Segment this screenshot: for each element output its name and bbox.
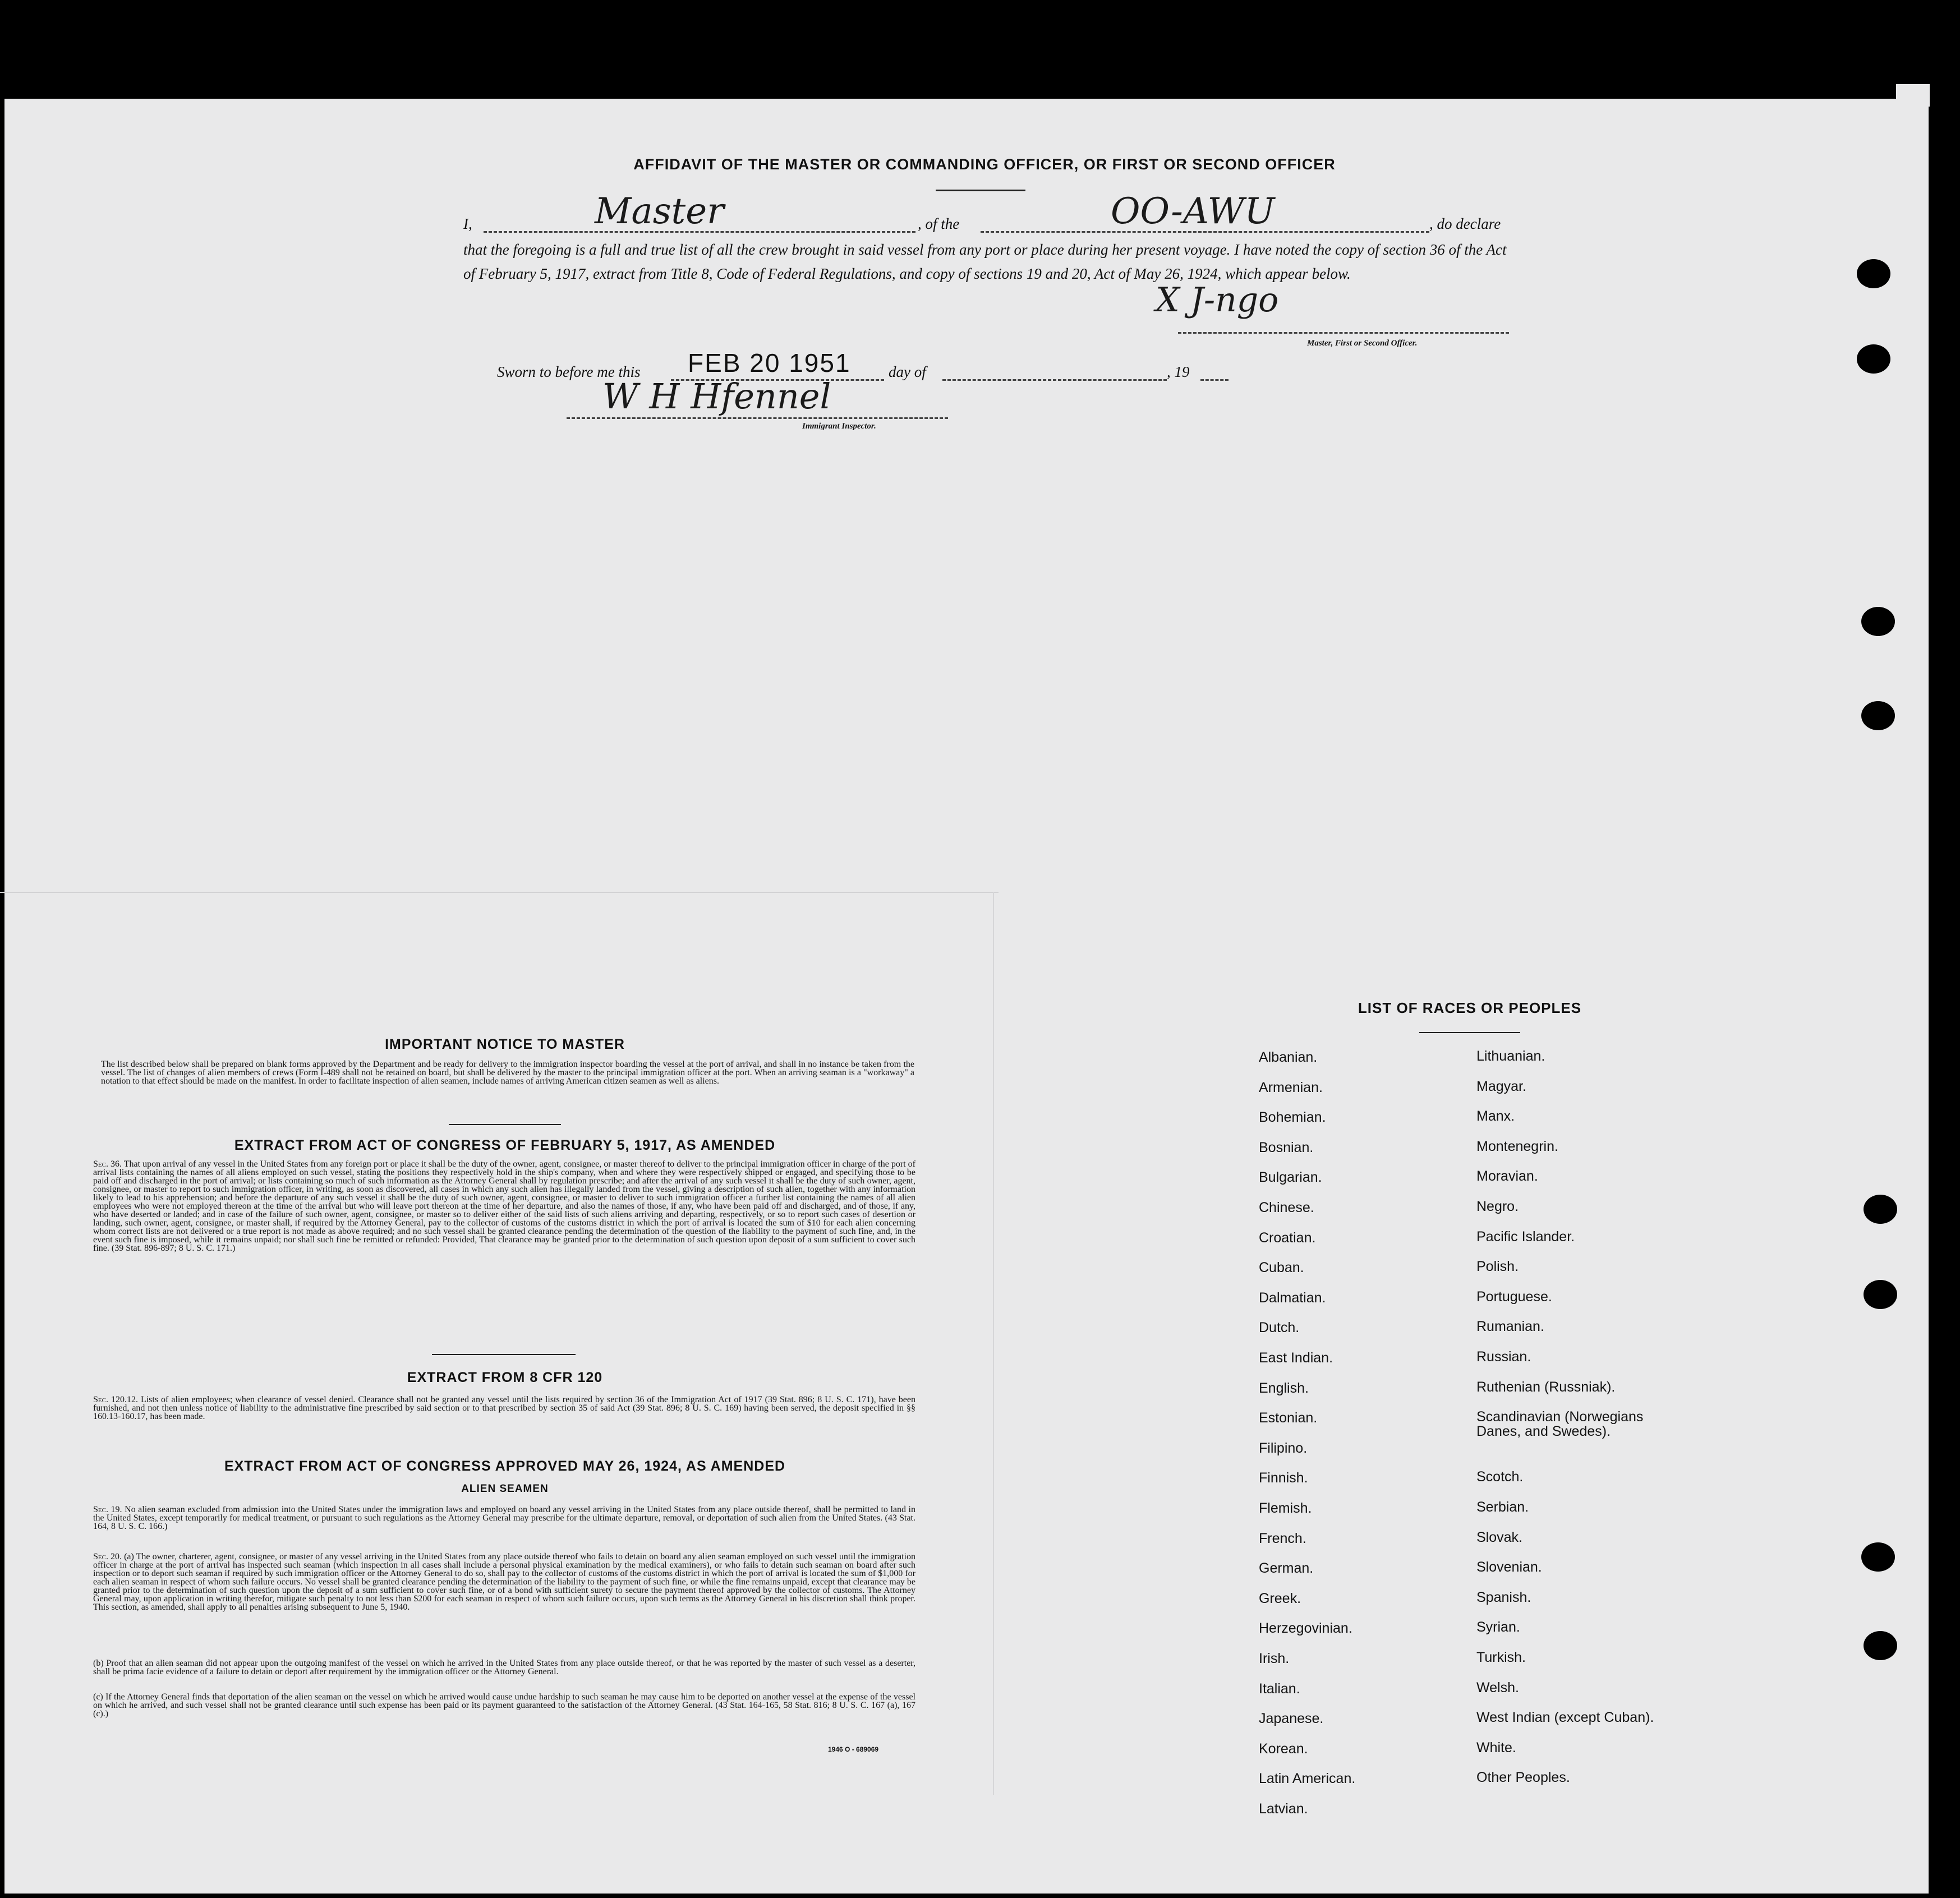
inspector-signature: W H Hfennel <box>602 376 831 417</box>
race-item: Dutch. <box>1259 1320 1300 1336</box>
race-item: Portuguese. <box>1476 1288 1552 1305</box>
i-label: I, <box>463 215 472 232</box>
race-item: Russian. <box>1476 1349 1531 1365</box>
extract-1924-title: EXTRACT FROM ACT OF CONGRESS APPROVED MAY 26, 1924, AS AMENDED <box>224 1458 786 1474</box>
section-label: Sec. 36. <box>93 1159 122 1169</box>
race-item: English. <box>1259 1380 1309 1396</box>
race-item: Filipino. <box>1259 1440 1308 1456</box>
race-item: Slovenian. <box>1476 1559 1542 1575</box>
section-text: (a) The owner, charterer, agent, consignee, or master of any vessel arriving in the United States from any place outside thereof who fails to detain on board any alien seaman employed on such vessel until the immigration officer in charge at the port of arrival has inspected such seaman (which inspection in all cases shall include a personal physical examination by the medical examiners), or who fails to detain such seaman on board after such inspection or to deport such seaman if required by such immigration officer or the Attorney General to do so, shall pay to the collector of customs of the customs district in which the port of arrival is located the sum of $1,000 for each alien seaman in respect of whom such failure occurs. No vessel shall be granted clearance pending the determination of the liability to the payment of such fine, or while the fine remains unpaid, except that clearance may be granted prior to the determination of such question upon the deposit of a sum sufficient to cover such fine, or of a bond with sufficient surety to secure the payment thereof approved by the collector of customs. The Attorney General may, upon application in writing therefor, mitigate such penalty to not less than $200 for each seaman in respect of whom such failure occurs, upon such terms as the Attorney General in his discretion shall think proper. This section, as amended, shall apply to all penalties arising subsequent to June 5, 1940. <box>93 1552 915 1612</box>
do-declare-label: , do declare <box>1429 215 1501 232</box>
race-item: Latvian. <box>1259 1801 1308 1817</box>
race-item: Bosnian. <box>1259 1139 1314 1155</box>
race-item: Cuban. <box>1259 1260 1304 1276</box>
punch-hole <box>1864 1195 1897 1224</box>
section-label: Sec. 120.12. <box>93 1395 138 1404</box>
vessel-name-handwritten: OO-AWU <box>1111 191 1275 232</box>
race-item: Korean. <box>1259 1740 1308 1757</box>
officer-name-handwritten: Master <box>595 191 724 232</box>
punch-hole <box>1864 1631 1897 1660</box>
race-item: Scandinavian (Norwegians Danes, and Swedes). <box>1476 1409 1644 1440</box>
section-text: Lists of alien employees; when clearance of vessel denied. Clearance shall not be granted any vessel until the lists required by section 36 of the Immigration Act of 1917 (39 Stat. 896; 8 U. S. C. 171), have been furnished, and not then unless notice of liability to the administrative fine prescribed by said section or to that prescribed by section 35 of said Act (39 Stat. 896; 8 U. S. C. 169) having been served, the deposit specified in §§ 160.13-160.17, has been made. <box>93 1395 915 1421</box>
punch-hole <box>1864 1280 1897 1309</box>
race-item: Moravian. <box>1476 1168 1538 1185</box>
races-title: LIST OF RACES OR PEOPLES <box>1358 999 1582 1016</box>
race-item: Polish. <box>1476 1259 1519 1275</box>
section-label: Sec. 19. <box>93 1505 122 1514</box>
extract-1917-title: EXTRACT FROM ACT OF CONGRESS OF FEBRUARY 5, 1917, AS AMENDED <box>234 1137 776 1153</box>
print-code: 1946 O - 689069 <box>828 1745 879 1753</box>
race-item: White. <box>1476 1739 1516 1756</box>
extract-cfr-body <box>93 1395 915 1421</box>
divider <box>936 190 1025 191</box>
race-item: Herzegovinian. <box>1259 1620 1352 1637</box>
race-item: Japanese. <box>1259 1711 1324 1727</box>
punch-hole <box>1857 259 1890 288</box>
section-label: Sec. 20. <box>93 1552 122 1561</box>
affidavit-title: AFFIDAVIT OF THE MASTER OR COMMANDING OFFICER, OR FIRST OR SECOND OFFICER <box>633 156 1336 173</box>
page-corner <box>1896 84 1930 107</box>
race-item: Slovak. <box>1476 1529 1522 1545</box>
extract-1917-body <box>93 1160 915 1252</box>
race-item: Latin American. <box>1259 1771 1356 1787</box>
officer-caption: Master, First or Second Officer. <box>1307 339 1418 348</box>
extract-1924-subtitle: ALIEN SEAMEN <box>461 1483 549 1495</box>
inspector-signature-line <box>567 417 948 419</box>
inspector-caption: Immigrant Inspector. <box>802 422 876 431</box>
race-item: Pacific Islander. <box>1476 1228 1575 1245</box>
sworn-label: Sworn to before me this <box>497 363 641 380</box>
race-item: Greek. <box>1259 1590 1301 1606</box>
punch-hole <box>1857 344 1890 374</box>
race-item: Dalmatian. <box>1259 1289 1326 1306</box>
officer-signature: X J-ngo <box>1156 280 1279 320</box>
race-item: Rumanian. <box>1476 1319 1544 1335</box>
fold-line <box>0 892 999 893</box>
year-line <box>1200 379 1229 381</box>
punch-hole <box>1861 1542 1895 1572</box>
officer-signature-line <box>1178 332 1509 334</box>
race-item: Syrian. <box>1476 1619 1520 1636</box>
race-item: Ruthenian (Russniak). <box>1476 1379 1616 1395</box>
race-item: German. <box>1259 1560 1314 1577</box>
race-item: Flemish. <box>1259 1500 1312 1516</box>
year-prefix: , 19 <box>1167 363 1190 380</box>
race-item: Manx. <box>1476 1108 1515 1125</box>
section-text: No alien seaman excluded from admission into the United States under the immigration laws and employed on board any vessel arriving in the United States from any place outside thereof, shall be permitted to land in the United States, except temporarily for medical treatment, or pursuant to such regulations as the Attorney General may prescribe for the ultimate departure, removal, or deportation of such alien from the United States. (43 Stat. 164, 8 U. S. C. 166.) <box>93 1505 916 1531</box>
race-item: East Indian. <box>1259 1350 1333 1366</box>
race-item: Serbian. <box>1476 1499 1529 1515</box>
race-item: French. <box>1259 1530 1306 1546</box>
of-the-label: , of the <box>918 215 960 232</box>
divider <box>449 1124 561 1125</box>
race-item: Turkish. <box>1476 1650 1526 1665</box>
punch-hole <box>1861 701 1895 730</box>
day-of-label: day of <box>889 363 926 380</box>
race-item: Chinese. <box>1259 1200 1314 1215</box>
section-text: That upon arrival of any vessel in the United States from any foreign port or place it shall be the duty of the owner, agent, consignee, or master thereof to deliver to the principal immigration officer in charge of the port of arrival lists containing the names of all aliens employed on such vessel, stating the positions they respectively hold in the ship's company, when and where they were respectively shipped or engaged, and specifying those to be paid off and discharged in the port of arrival; or lists containing so much of such information as the Attorney General shall by regulation prescribe; and after the arrival of any such vessel it shall be the duty of such owner, agent, consignee, or master to report to such immigration officer, in writing, as soon as discovered, all cases in which any such alien has illegally landed from the vessel, giving a description of such alien, together with any information likely to lead to his apprehension; and before the departure of any such vessel it shall be the duty of such owner, agent, consignee, or master to deliver to such immigration officer a further list containing the names of all alien employees who were not employed thereon at the time of the arrival but who will leave port thereon at the time of her departure, and also the names of those, if any, who have been paid off and discharged, and of those, if any, who have deserted or landed; and in case of the failure of such owner, agent, consignee, or master so to deliver either of the said lists of such aliens arriving and departing, respectively, or so to report such cases of desertion or landing, such owner, agent, consignee, or master shall, if required by the Attorney General, pay to the collector of customs of the customs district in which the port of arrival is located the sum of $10 for each alien concerning whom correct lists are not delivered or a true report is not made as above required; and no such vessel shall be granted clearance pending the determination of the question of the liability to the payment of such fine, and, in the event such fine is imposed, while it remains unpaid; nor shall such fine be remitted or refunded: Provided, That clearance may be granted prior to the determination of such question upon deposit of a sum sufficient to cover such fine. (39 Stat. 896-897; 8 U. S. C. 171.) <box>93 1159 915 1253</box>
extract-cfr-title: EXTRACT FROM 8 CFR 120 <box>407 1370 603 1385</box>
race-item: Finnish. <box>1259 1470 1308 1486</box>
extract-1924-sec20a <box>93 1553 915 1611</box>
race-item: Estonian. <box>1259 1410 1318 1426</box>
race-item: Scotch. <box>1476 1469 1524 1485</box>
race-item: Albanian. <box>1259 1049 1318 1065</box>
race-item: Armenian. <box>1259 1079 1323 1095</box>
race-item: Other Peoples. <box>1476 1770 1570 1786</box>
race-item: Negro. <box>1476 1199 1519 1214</box>
punch-hole <box>1861 607 1895 636</box>
month-line <box>942 379 1167 381</box>
race-item: West Indian (except Cuban). <box>1476 1710 1654 1726</box>
fold-line-vertical <box>993 892 994 1795</box>
race-item: Welsh. <box>1476 1679 1519 1696</box>
race-item: Spanish. <box>1476 1589 1531 1605</box>
race-item: Montenegrin. <box>1476 1138 1558 1154</box>
notice-title: IMPORTANT NOTICE TO MASTER <box>385 1036 625 1052</box>
race-item: Bohemian. <box>1259 1109 1326 1126</box>
extract-1924-sec20c: (c) If the Attorney General finds that deportation of the alien seaman on the vessel on which he arrived would cause undue hardship to such seaman he may cause him to be deported on another vessel at the expense of the vessel on which he arrived, and such vessel shall not be granted clearance until such expense has been paid or its payment guaranteed to the satisfaction of the Attorney General. (43 Stat. 164-165, 58 Stat. 816; 8 U. S. C. 167 (a), 167 (c).) <box>93 1692 915 1719</box>
extract-1924-sec19 <box>93 1505 915 1531</box>
notice-body: The list described below shall be prepared on blank forms approved by the Department and be ready for delivery to the immigration inspector boarding the vessel at the port of arrival, and shall in no instance be taken from the vessel. The list of changes of alien members of crews (Form I-489 shall not be retained on board, but shall be delivered by the master to the principal immigration officer at the port. When an arriving seaman is a "workaway" a notation to that effect should be made on the manifest. In order to facilitate inspection of alien seamen, include names of arriving American citizen seamen as well as aliens. <box>101 1059 914 1086</box>
sworn-date-stamp: FEB 20 1951 <box>688 348 851 377</box>
divider <box>1419 1032 1520 1033</box>
race-item: Italian. <box>1259 1680 1300 1697</box>
divider <box>432 1354 576 1355</box>
race-item: Magyar. <box>1476 1078 1526 1094</box>
race-item: Croatian. <box>1259 1229 1316 1246</box>
race-item: Bulgarian. <box>1259 1169 1322 1186</box>
race-item: Irish. <box>1259 1651 1290 1666</box>
extract-1924-sec20b: (b) Proof that an alien seaman did not appear upon the outgoing manifest of the vessel on which he arrived in the United States from any place outside thereof, or that he was reported by the master of such vessel as a deserter, shall be prima facie evidence of a failure to detain or deport after requirement by the immigration officer or the Attorney General. <box>93 1659 915 1676</box>
declaration-text: that the foregoing is a full and true list of all the crew brought in said vessel from any port or place during her present voyage. I have noted the copy of section 36 of the Act of February 5, 1917, extract from Title 8, Code of Federal Regulations, and copy of sections 19 and 20, Act of May 26, 1924, which appear below. <box>463 241 1507 282</box>
race-item: Lithuanian. <box>1476 1048 1545 1064</box>
